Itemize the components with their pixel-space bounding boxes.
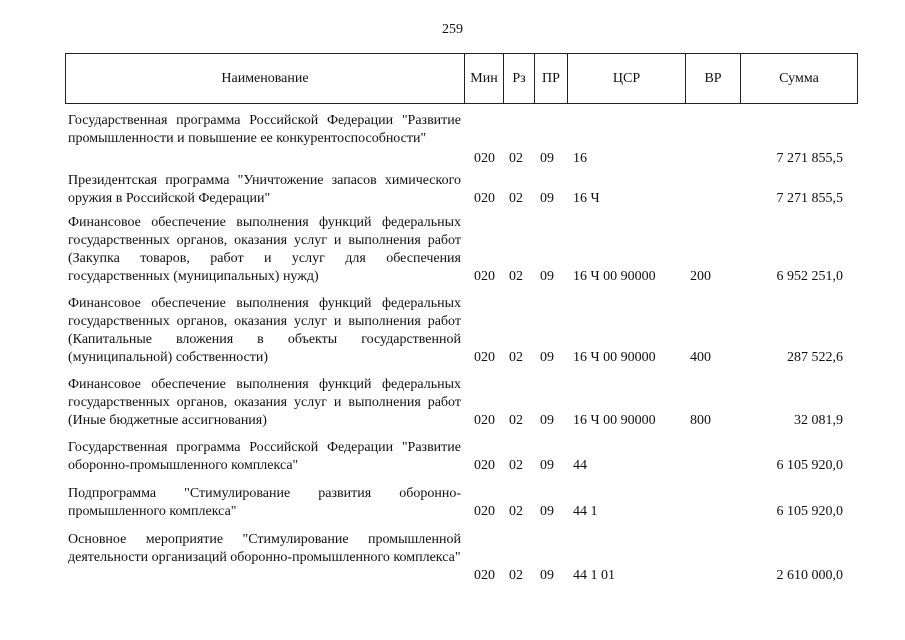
row-pr: 09 [540, 151, 554, 166]
row-name: Государственная программа Российской Федерации "Развитие оборонно-промышленного комплекса" [68, 440, 461, 473]
row-name: Финансовое обеспечение выполнения функций федеральных государственных органов, оказания услуг и выполнения работ (Закупка товаров, работ и услуг для обеспечения государственных (муниципальных) нужд) [68, 215, 461, 284]
row-sum: 7 271 855,5 [776, 191, 843, 206]
row-min: 020 [474, 568, 495, 583]
row-rz: 02 [509, 269, 523, 284]
row-csr: 16 Ч [573, 191, 600, 206]
row-pr: 09 [540, 269, 554, 284]
row-min: 020 [474, 504, 495, 519]
row-rz: 02 [509, 413, 523, 428]
row-csr: 44 1 [573, 504, 598, 519]
row-sum: 6 105 920,0 [776, 458, 843, 473]
table-header [65, 53, 858, 104]
row-csr: 16 Ч 00 90000 [573, 413, 656, 428]
row-csr: 44 [573, 458, 587, 473]
row-rz: 02 [509, 568, 523, 583]
header-pr: ПР [535, 54, 568, 104]
row-pr: 09 [540, 191, 554, 206]
row-rz: 02 [509, 191, 523, 206]
row-pr: 09 [540, 458, 554, 473]
row-name: Президентская программа "Уничтожение запасов химического оружия в Российской Федерации" [68, 173, 461, 206]
row-name: Финансовое обеспечение выполнения функций федеральных государственных органов, оказания услуг и выполнения работ (Капитальные вложения в объекты государственной (муниципальной) собственности) [68, 296, 461, 365]
row-csr: 16 Ч 00 90000 [573, 269, 656, 284]
row-rz: 02 [509, 458, 523, 473]
row-vr: 800 [690, 413, 711, 428]
row-sum: 2 610 000,0 [776, 568, 843, 583]
row-min: 020 [474, 458, 495, 473]
row-vr: 200 [690, 269, 711, 284]
row-min: 020 [474, 350, 495, 365]
page-number: 259 [442, 22, 463, 37]
row-rz: 02 [509, 151, 523, 166]
row-csr: 44 1 01 [573, 568, 615, 583]
row-min: 020 [474, 191, 495, 206]
row-pr: 09 [540, 413, 554, 428]
row-sum: 7 271 855,5 [776, 151, 843, 166]
row-sum: 6 952 251,0 [776, 269, 843, 284]
row-csr: 16 [573, 151, 587, 166]
header-vr: ВР [686, 54, 741, 104]
row-csr: 16 Ч 00 90000 [573, 350, 656, 365]
row-pr: 09 [540, 350, 554, 365]
row-min: 020 [474, 151, 495, 166]
row-sum: 287 522,6 [787, 350, 843, 365]
row-rz: 02 [509, 504, 523, 519]
header-rz: Рз [504, 54, 535, 104]
row-name: Финансовое обеспечение выполнения функций федеральных государственных органов, оказания услуг и выполнения работ (Иные бюджетные ассигнования) [68, 377, 461, 428]
row-name: Основное мероприятие "Стимулирование промышленной деятельности организаций оборонно-промышленного комплекса" [68, 532, 461, 565]
row-min: 020 [474, 413, 495, 428]
row-rz: 02 [509, 350, 523, 365]
row-sum: 6 105 920,0 [776, 504, 843, 519]
row-min: 020 [474, 269, 495, 284]
row-pr: 09 [540, 568, 554, 583]
row-name: Государственная программа Российской Федерации "Развитие промышленности и повышение ее конкурентоспособности" [68, 113, 461, 146]
row-vr: 400 [690, 350, 711, 365]
header-sum: Сумма [741, 54, 858, 104]
row-pr: 09 [540, 504, 554, 519]
header-name: Наименование [66, 54, 465, 104]
row-sum: 32 081,9 [794, 413, 843, 428]
header-min: Мин [465, 54, 504, 104]
header-csr: ЦСР [568, 54, 686, 104]
row-name: Подпрограмма "Стимулирование развития оборонно-промышленного комплекса" [68, 486, 461, 519]
